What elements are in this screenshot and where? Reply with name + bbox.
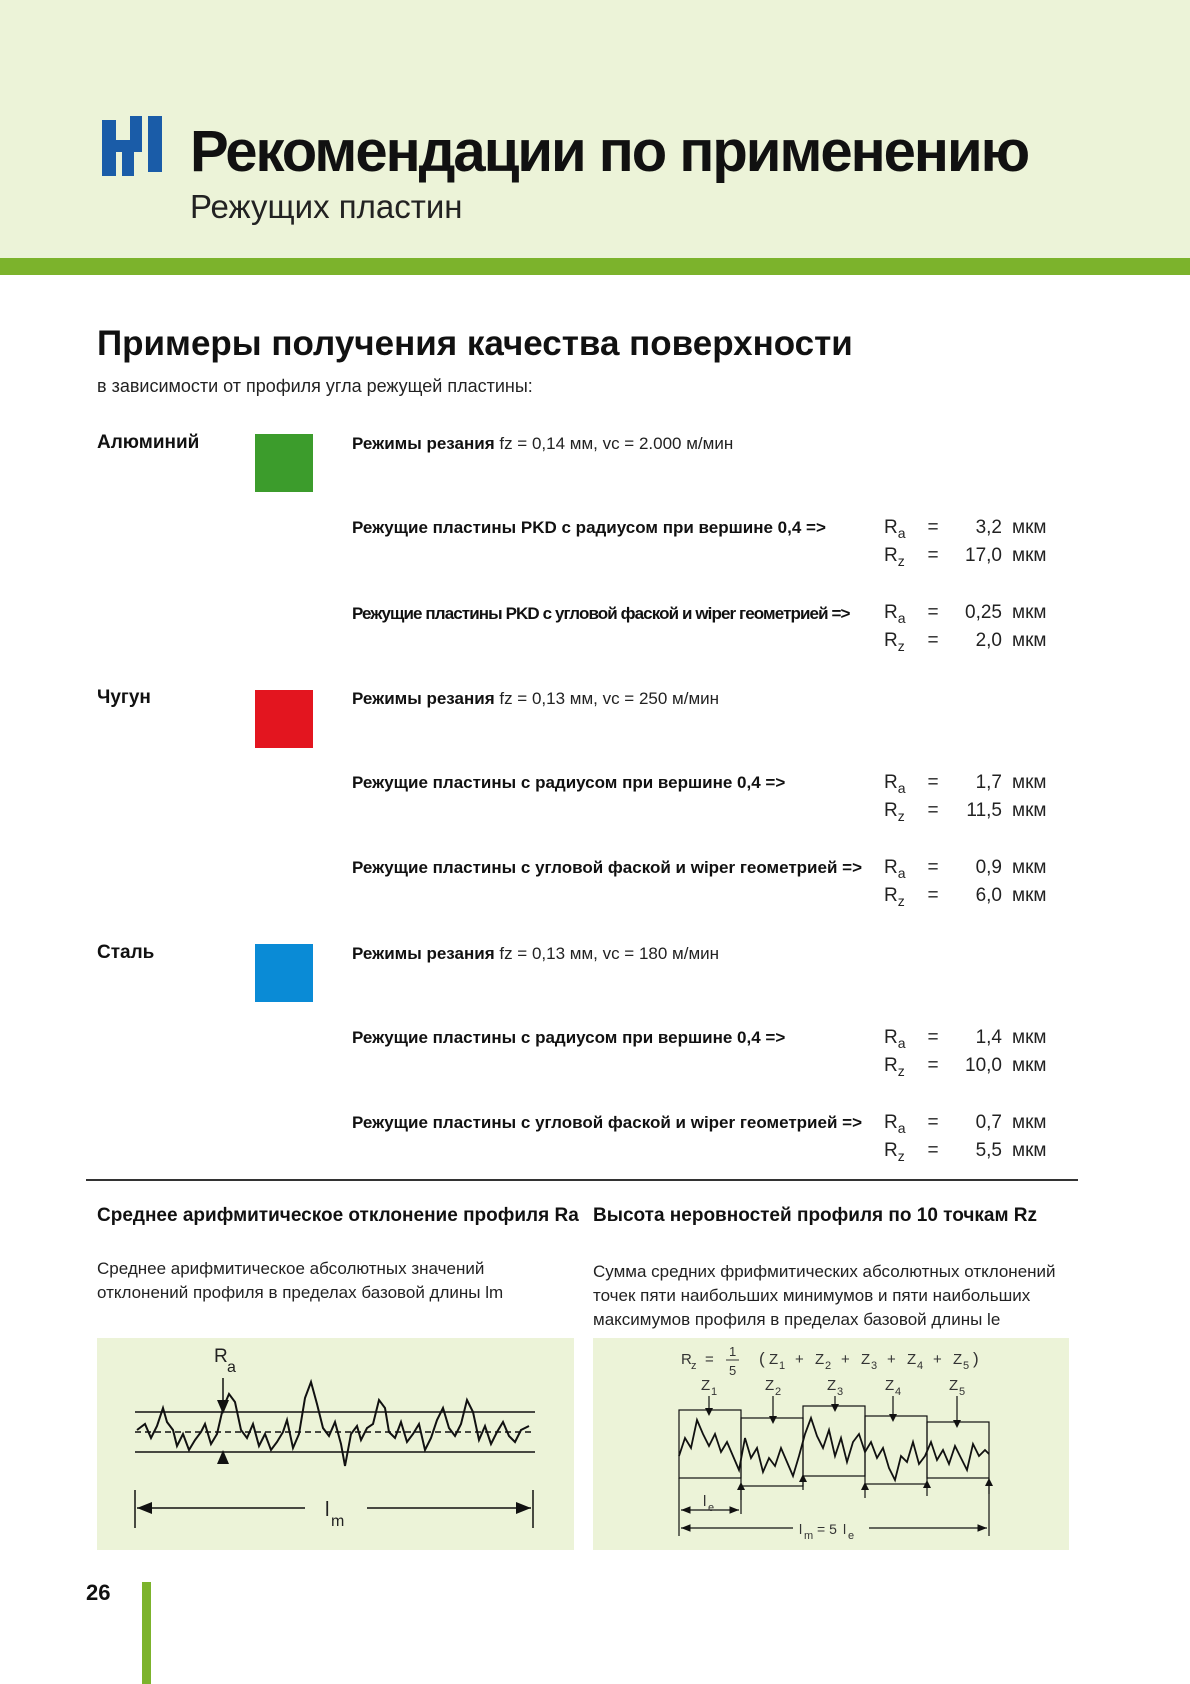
z-label-3: Z [827,1377,837,1394]
ra-diagram-length-sub: m [331,1513,345,1530]
svg-text:): ) [973,1349,979,1368]
z-label-2: Z [765,1377,775,1394]
ra-block-text: Среднее арифмитическое абсолютных значений отклонений профиля в пределах базовой длины lm [97,1259,504,1302]
svg-text:5: 5 [963,1360,970,1372]
material-name-aluminium: Алюминий [97,432,200,453]
svg-text:Z: Z [815,1351,825,1368]
le-sub: e [708,1502,715,1514]
z-sub-1: 1 [711,1386,718,1398]
rz-value-row: $R_z = 11,5$ мкм [884,800,1047,824]
ra-diagram-top-label: R [214,1346,228,1367]
svg-text:R: R [681,1351,692,1368]
ra-block-title: Среднее арифмитическое отклонение профиля Ra [97,1205,579,1226]
svg-text:1: 1 [779,1360,786,1372]
material-name-cast-iron: Чугун [97,687,151,708]
header-accent-rule [0,258,1190,275]
insert-label: Режущие пластины с радиусом при вершине 0,4 => [352,1028,786,1047]
svg-text:3: 3 [871,1360,878,1372]
rz-value-row: $R_z = 2,0$ мкм [884,630,1047,654]
z-sub-5: 5 [959,1386,966,1398]
svg-text:= 5: = 5 [817,1521,837,1537]
ra-value-row: $R_a = 1,7$ мкм [884,772,1047,796]
ra-value-row: $R_a = 0,25$ мкм [884,602,1047,626]
insert-label: Режущие пластины PKD с радиусом при вершине 0,4 => [352,518,826,537]
svg-text:5: 5 [729,1363,737,1378]
rz-formula [681,1344,979,1378]
svg-text:Z: Z [769,1351,779,1368]
ra-value-row: $R_a = 0,7$ мкм [884,1112,1047,1136]
svg-text:+: + [887,1351,896,1368]
page-accent-bar [142,1582,151,1684]
svg-text:Z: Z [907,1351,917,1368]
cutting-mode-cast-iron: Режимы резания fz = 0,13 мм, vc = 250 м/мин [352,689,720,708]
ra-diagram-top-sub: a [227,1359,236,1376]
rz-block-title: Высота неровностей профиля по 10 точкам Rz [593,1205,1038,1226]
svg-text:+: + [933,1351,942,1368]
svg-text:+: + [795,1351,804,1368]
material-swatch-aluminium [255,434,313,492]
page-title: Рекомендации по применению [190,119,1029,184]
z-label-4: Z [885,1377,895,1394]
ra-diagram [97,1338,574,1550]
z-sub-2: 2 [775,1386,782,1398]
svg-text:z: z [691,1360,697,1372]
lm-label [799,1521,854,1542]
company-logo [102,116,162,176]
svg-text:Z: Z [861,1351,871,1368]
svg-text:e: e [848,1530,855,1542]
section-divider [86,1179,1078,1181]
svg-text:+: + [841,1351,850,1368]
page-number: 26 [86,1580,111,1605]
ra-value-row: $R_a = 1,4$ мкм [884,1027,1047,1051]
insert-label: Режущие пластины с угловой фаской и wiper геометрией => [352,858,862,877]
z-label-5: Z [949,1377,959,1394]
material-swatch-cast-iron [255,690,313,748]
material-swatch-steel [255,944,313,1002]
cutting-mode-aluminium: Режимы резания fz = 0,14 мм, vc = 2.000 м/мин [352,434,734,453]
page-subtitle: Режущих пластин [190,188,463,225]
svg-text:l: l [799,1521,803,1537]
rz-block-text: Сумма средних фрифмитических абсолютных отклонений точек пяти наибольших минимумов и пяти наибольших максимумов профиля в пределах базовой длины le [593,1262,1056,1329]
svg-text:m: m [804,1530,814,1542]
z-label-1: Z [701,1377,711,1394]
rz-value-row: $R_z = 10,0$ мкм [884,1055,1047,1079]
svg-text:(: ( [759,1349,765,1368]
insert-label: Режущие пластины PKD с угловой фаской и wiper геометрией => [352,604,850,623]
ra-value-row: $R_a = 0,9$ мкм [884,857,1047,881]
svg-text:4: 4 [917,1360,924,1372]
insert-label: Режущие пластины с угловой фаской и wiper геометрией => [352,1113,862,1132]
z-sub-3: 3 [837,1386,844,1398]
le-label: l [703,1493,707,1510]
section-subtitle: в зависимости от профиля угла режущей пластины: [97,376,533,396]
insert-label: Режущие пластины с радиусом при вершине 0,4 => [352,773,786,792]
svg-text:=: = [705,1351,714,1368]
svg-text:2: 2 [825,1360,832,1372]
rz-value-row: $R_z = 6,0$ мкм [884,885,1047,909]
rz-value-row: $R_z = 5,5$ мкм [884,1140,1047,1164]
svg-text:Z: Z [953,1351,963,1368]
rz-diagram [593,1338,1069,1550]
svg-text:1: 1 [729,1344,737,1359]
ra-diagram-length-label: l [325,1499,330,1521]
cutting-mode-steel: Режимы резания fz = 0,13 мм, vc = 180 м/мин [352,944,720,963]
section-title: Примеры получения качества поверхности [97,324,853,363]
material-name-steel: Сталь [97,942,155,963]
z-sub-4: 4 [895,1386,902,1398]
ra-value-row: $R_a = 3,2$ мкм [884,517,1047,541]
rz-value-row: $R_z = 17,0$ мкм [884,545,1047,569]
svg-text:l: l [843,1521,847,1537]
